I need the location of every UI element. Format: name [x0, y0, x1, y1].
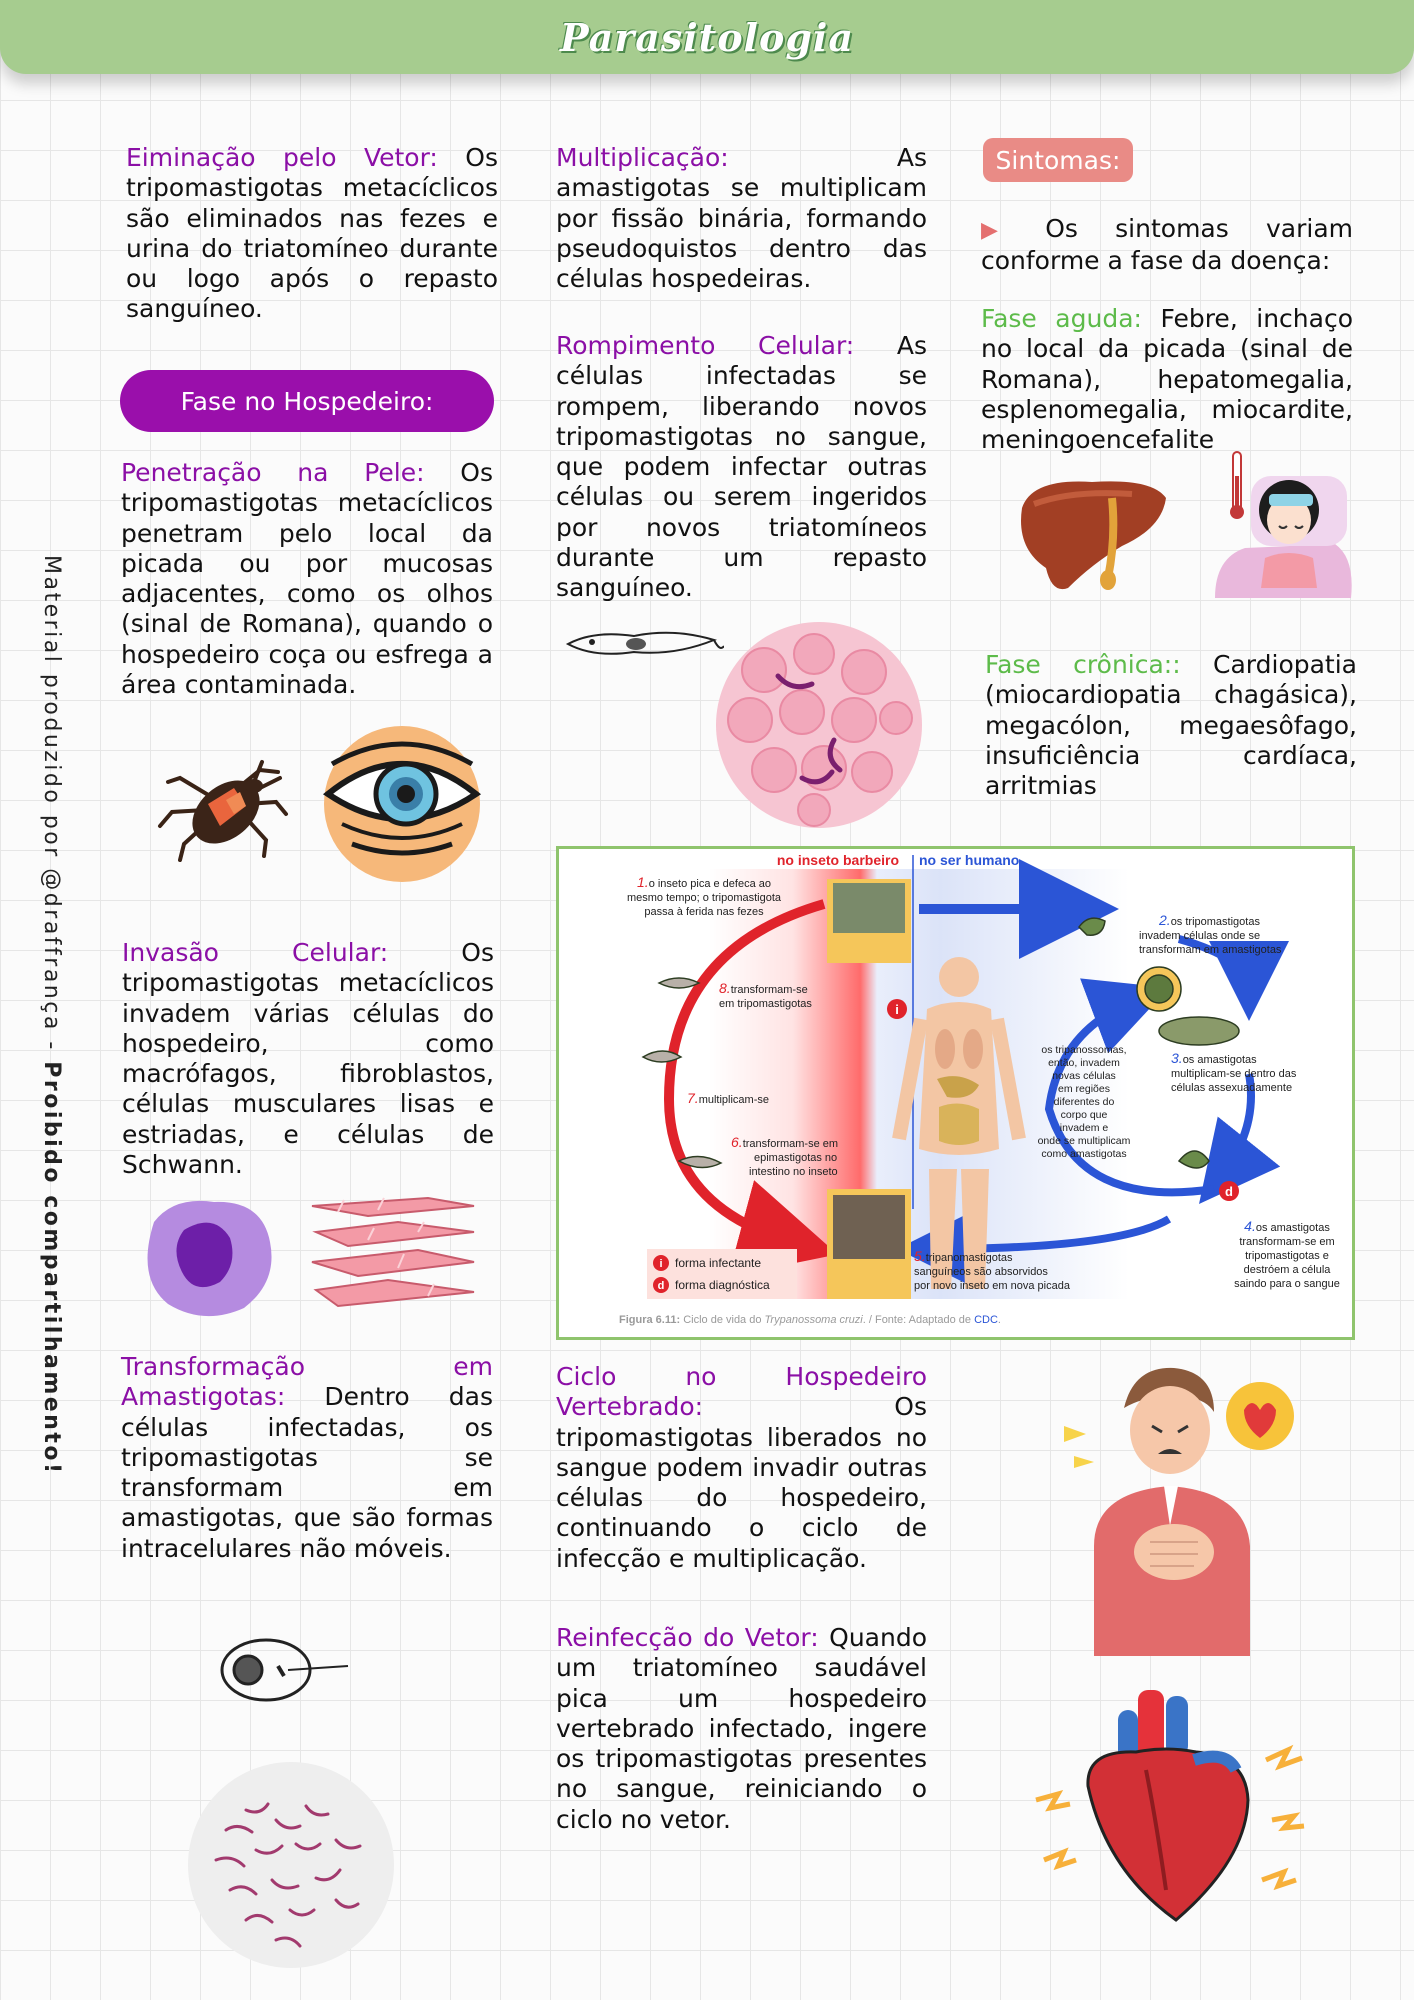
step1-line2: mesmo tempo; o tripomastigota	[626, 892, 782, 904]
invasao-title: Invasão Celular:	[122, 938, 389, 967]
step3-number: 3.	[1171, 1050, 1183, 1066]
step3-line2: multiplicam-se dentro das	[1171, 1068, 1297, 1080]
copyright-text: Material produzido por @draffrança -	[39, 555, 64, 1062]
caption-italic: Trypanossoma cruzi	[764, 1314, 863, 1326]
fase-cronica-title: Fase crônica::	[985, 650, 1181, 679]
center-line5: diferentes do	[1053, 1096, 1115, 1108]
step1-line1: o inseto pica e defeca ao	[648, 878, 771, 890]
sintomas-tag-label: Sintomas:	[995, 145, 1121, 175]
svg-text:3.os amastigotas	[1171, 1050, 1257, 1066]
svg-text:d: d	[1225, 1184, 1233, 1199]
phase-pill	[120, 370, 494, 432]
muscle-fibers-icon	[308, 1192, 478, 1312]
center-line7: invadem e	[1059, 1122, 1109, 1134]
caption-b: . / Fonte: Adaptado de	[862, 1314, 975, 1326]
center-line8: onde se multiplicam	[1037, 1135, 1131, 1147]
penetracao-block	[121, 458, 493, 700]
step4-line4: destróem a célula	[1243, 1264, 1331, 1276]
step8-number: 8.	[719, 980, 731, 996]
step6-line3: intestino no inseto	[749, 1166, 838, 1178]
step3-line3: células assexuadamente	[1171, 1082, 1293, 1094]
ciclo-text: Os tripomastigotas liberados no sangue podem invadir outras células do hospedeiro, continuando o ciclo de infecção e multiplicação.	[556, 1392, 927, 1573]
liver-icon	[1012, 468, 1172, 598]
reinfeccao-text: Quando um triatomíneo saudável pica um hospedeiro vertebrado infectado, ingere os tripomastigotas presentes no sangue, reiniciando o ciclo no vetor.	[556, 1623, 927, 1834]
rompimento-block	[556, 331, 927, 604]
penetracao-text: Os tripomastigotas metacíclicos penetram pelo local da picada ou por mucosas adjacentes, como os olhos (sinal de Romana), quando o hospedeiro coça ou esfrega a área contaminada.	[121, 458, 493, 700]
center-line6: corpo que	[1060, 1109, 1108, 1121]
step3-line1: os amastigotas	[1182, 1054, 1257, 1066]
caption-end: .	[997, 1314, 1001, 1326]
page-title: Parasitologia	[560, 14, 854, 60]
svg-text:2.os tripomastigotas	[1158, 912, 1260, 928]
step7-number: 7.	[687, 1090, 699, 1106]
step2-line2: invadem células onde se	[1139, 930, 1261, 942]
rompimento-text: As células infectadas se rompem, liberando novos tripomastigotas no sangue, que podem infectar outras células ou serem ingeridos por novos triatomíneos durante um repasto sanguíneo.	[556, 331, 927, 603]
fase-cronica-text: Cardiopatia (miocardiopatia chagásica), megacólon, megaesôfago, insuficiência cardíaca, arritmias	[985, 650, 1357, 801]
step2-line1: os tripomastigotas	[1170, 916, 1260, 928]
elim-text: Os tripomastigotas metacíclicos são eliminados nas fezes e urina do triatomíneo durante ou logo após o repasto sanguíneo.	[126, 143, 498, 324]
step1-line3: passa à ferida nas fezes	[644, 906, 764, 918]
trypomastigote-sketch-icon	[564, 622, 724, 666]
transformacao-block	[121, 1352, 493, 1564]
center-line9: como amastigotas	[1041, 1148, 1127, 1160]
trypomastigote-micrograph-image	[186, 1760, 396, 1970]
chest-pain-man-icon	[1054, 1356, 1314, 1656]
triatomine-bug-icon	[150, 748, 290, 868]
step2-number: 2.	[1159, 912, 1171, 928]
step5-line1: tripanomastigotas	[925, 1252, 1013, 1264]
fase-cronica-block	[985, 650, 1357, 801]
transformacao-title: Transformação em Amastigotas:	[121, 1352, 493, 1412]
reinfeccao-block	[556, 1623, 927, 1835]
cycle-bug-photo-top	[833, 883, 905, 933]
center-line1: os tripanossomas,	[1041, 1044, 1127, 1056]
step4-line3: tripomastigotas e	[1245, 1250, 1329, 1262]
sintomas-intro-text: Os sintomas variam conforme a fase da doença:	[981, 214, 1354, 276]
svg-text:4.os amastigotas	[1244, 1218, 1330, 1234]
center-line2: então, invadem	[1048, 1057, 1120, 1069]
elim-block	[126, 143, 498, 325]
step4-line2: transformam-se em	[1239, 1236, 1335, 1248]
step1-number: 1.	[637, 874, 649, 890]
copyright-note	[30, 555, 64, 1476]
svg-text:d: d	[657, 1280, 665, 1292]
caption-link[interactable]: CDC	[974, 1314, 998, 1326]
multiplicacao-text: As amastigotas se multiplicam por fissão binária, formando pseudoquistos dentro das células hospedeiras.	[556, 143, 927, 294]
step2-line3: transformam em amastigotas	[1139, 944, 1282, 956]
sintomas-intro-block	[981, 214, 1353, 277]
fase-aguda-block	[981, 304, 1353, 455]
step6-line2: epimastigotas no	[754, 1152, 838, 1164]
legend-infective: forma infectante	[675, 1256, 762, 1270]
sintomas-tag	[983, 138, 1133, 182]
sick-girl-icon	[1205, 448, 1355, 598]
invasao-block	[122, 938, 494, 1180]
page-header	[0, 0, 1414, 74]
svg-text:i: i	[895, 1002, 899, 1017]
step6-number: 6.	[731, 1134, 743, 1150]
step5-number: 5.	[914, 1248, 926, 1264]
elim-title: Eiminação pelo Vetor:	[126, 143, 438, 172]
phase-pill-label: Fase no Hospedeiro:	[180, 386, 434, 416]
invasao-text: Os tripomastigotas metacíclicos invadem várias células do hospedeiro, como macrófagos, fibroblastos, células musculares lisas e estriadas, e células de Schwann.	[122, 938, 495, 1180]
caption-bold: Figura 6.11:	[619, 1314, 681, 1326]
ciclo-block	[556, 1362, 927, 1574]
amastigote-sketch-icon	[218, 1636, 352, 1706]
penetracao-title: Penetração na Pele:	[121, 458, 425, 487]
copyright-warning: Proibido compartilhamento!	[39, 1061, 64, 1476]
legend-diagnostic: forma diagnóstica	[675, 1278, 770, 1292]
eye-romana-icon	[322, 724, 482, 884]
step4-number: 4.	[1244, 1218, 1256, 1234]
cycle-label-human: no ser humano	[919, 852, 1020, 868]
blood-smear-image	[714, 620, 924, 830]
transformacao-text: Dentro das células infectadas, os tripomastigotas se transformam em amastigotas, que são formas intracelulares não móveis.	[121, 1382, 493, 1563]
svg-text:i: i	[659, 1258, 663, 1270]
figure-caption	[619, 1314, 1001, 1326]
rompimento-title: Rompimento Celular:	[556, 331, 855, 360]
caption-a: Ciclo de vida do	[680, 1314, 765, 1326]
fase-aguda-title: Fase aguda:	[981, 304, 1142, 333]
life-cycle-figure	[556, 846, 1355, 1340]
step7-line1: multiplicam-se	[698, 1094, 769, 1106]
fase-aguda-text: Febre, inchaço no local da picada (sinal de Romana), hepatomegalia, esplenomegalia, miocardite, meningoencefalite	[981, 304, 1353, 455]
ciclo-title: Ciclo no Hospedeiro Vertebrado:	[556, 1362, 927, 1422]
step5-line3: por novo inseto em nova picada	[914, 1280, 1070, 1292]
multiplicacao-title: Multiplicação:	[556, 143, 729, 172]
cycle-bug-photo-bottom	[833, 1195, 905, 1259]
step6-line1: transformam-se em	[742, 1138, 839, 1150]
bullet-arrow-icon: ▶	[981, 218, 1028, 243]
center-line4: em regiões	[1058, 1083, 1110, 1095]
macrophage-cell-icon	[134, 1192, 278, 1322]
reinfeccao-title: Reinfecção do Vetor:	[556, 1623, 819, 1652]
heart-icon	[1026, 1690, 1316, 1930]
cycle-label-insect: no inseto barbeiro	[776, 852, 899, 868]
step8-line1: transformam-se	[730, 984, 808, 996]
center-line3: novas células	[1052, 1070, 1116, 1082]
step8-line2: em tripomastigotas	[719, 998, 812, 1010]
step4-line5: saindo para o sangue	[1234, 1278, 1340, 1290]
step4-line1: os amastigotas	[1255, 1222, 1330, 1234]
multiplicacao-block	[556, 143, 927, 294]
step5-line2: sanguíneos são absorvidos	[914, 1266, 1048, 1278]
